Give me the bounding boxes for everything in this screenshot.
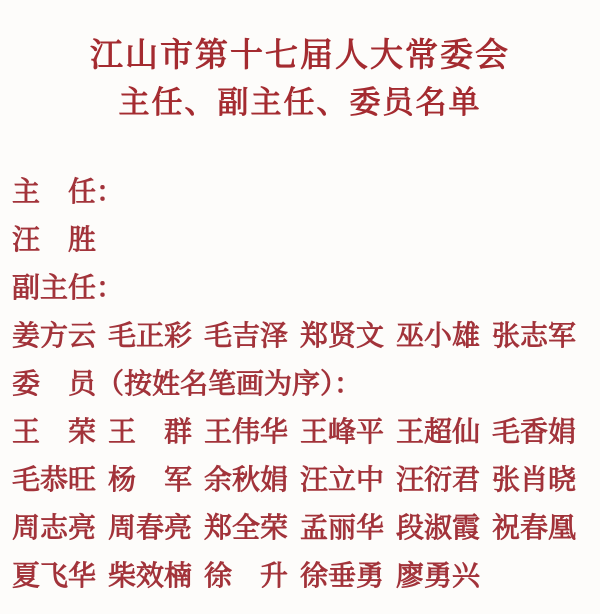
person-name: 毛香娟 xyxy=(492,417,577,449)
person-name: 汪衍君 xyxy=(396,465,481,497)
title-line-2: 主任、副主任、委员名单 xyxy=(118,85,482,121)
person-name: 王 荣 xyxy=(12,417,97,449)
person-name: 毛吉泽 xyxy=(204,321,289,353)
member-name-row xyxy=(12,406,588,454)
person-name: 毛恭旺 xyxy=(12,465,97,497)
person-name: 王超仙 xyxy=(396,417,481,449)
person-name: 段淑霞 xyxy=(396,513,481,545)
person-name: 祝春凰 xyxy=(492,513,577,545)
member-name-row xyxy=(12,454,588,502)
director-label: 主 任： xyxy=(12,177,125,209)
person-name: 杨 军 xyxy=(108,465,193,497)
person-name: 郑贤文 xyxy=(300,321,385,353)
person-name: 郑全荣 xyxy=(204,513,289,545)
document-title xyxy=(12,38,588,120)
person-name: 毛正彩 xyxy=(108,321,193,353)
person-name: 汪立中 xyxy=(300,465,385,497)
person-name: 巫小雄 xyxy=(396,321,481,353)
person-name: 徐 升 xyxy=(204,561,289,593)
deputy-label: 副主任： xyxy=(12,273,125,305)
person-name: 孟丽华 xyxy=(300,513,385,545)
person-name: 王 群 xyxy=(108,417,193,449)
person-name: 徐垂勇 xyxy=(300,561,385,593)
person-name: 周春亮 xyxy=(108,513,193,545)
person-name: 夏飞华 xyxy=(12,561,97,593)
person-name: 张肖晓 xyxy=(492,465,577,497)
person-name: 王峰平 xyxy=(300,417,385,449)
person-name: 王伟华 xyxy=(204,417,289,449)
director-name: 汪 胜 xyxy=(12,225,97,257)
title-line-1: 江山市第十七届人大常委会 xyxy=(90,38,510,74)
deputy-name-row xyxy=(12,310,588,358)
member-name-row xyxy=(12,550,588,598)
person-name: 柴效楠 xyxy=(108,561,193,593)
member-name-row xyxy=(12,502,588,550)
person-name: 张志军 xyxy=(492,321,577,353)
document-body xyxy=(12,166,588,598)
members-label: 委 员（按姓名笔画为序）： xyxy=(12,369,363,401)
person-name: 廖勇兴 xyxy=(396,561,481,593)
person-name: 姜方云 xyxy=(12,321,97,353)
member-rows xyxy=(12,406,588,598)
person-name: 余秋娟 xyxy=(204,465,289,497)
person-name: 周志亮 xyxy=(12,513,97,545)
